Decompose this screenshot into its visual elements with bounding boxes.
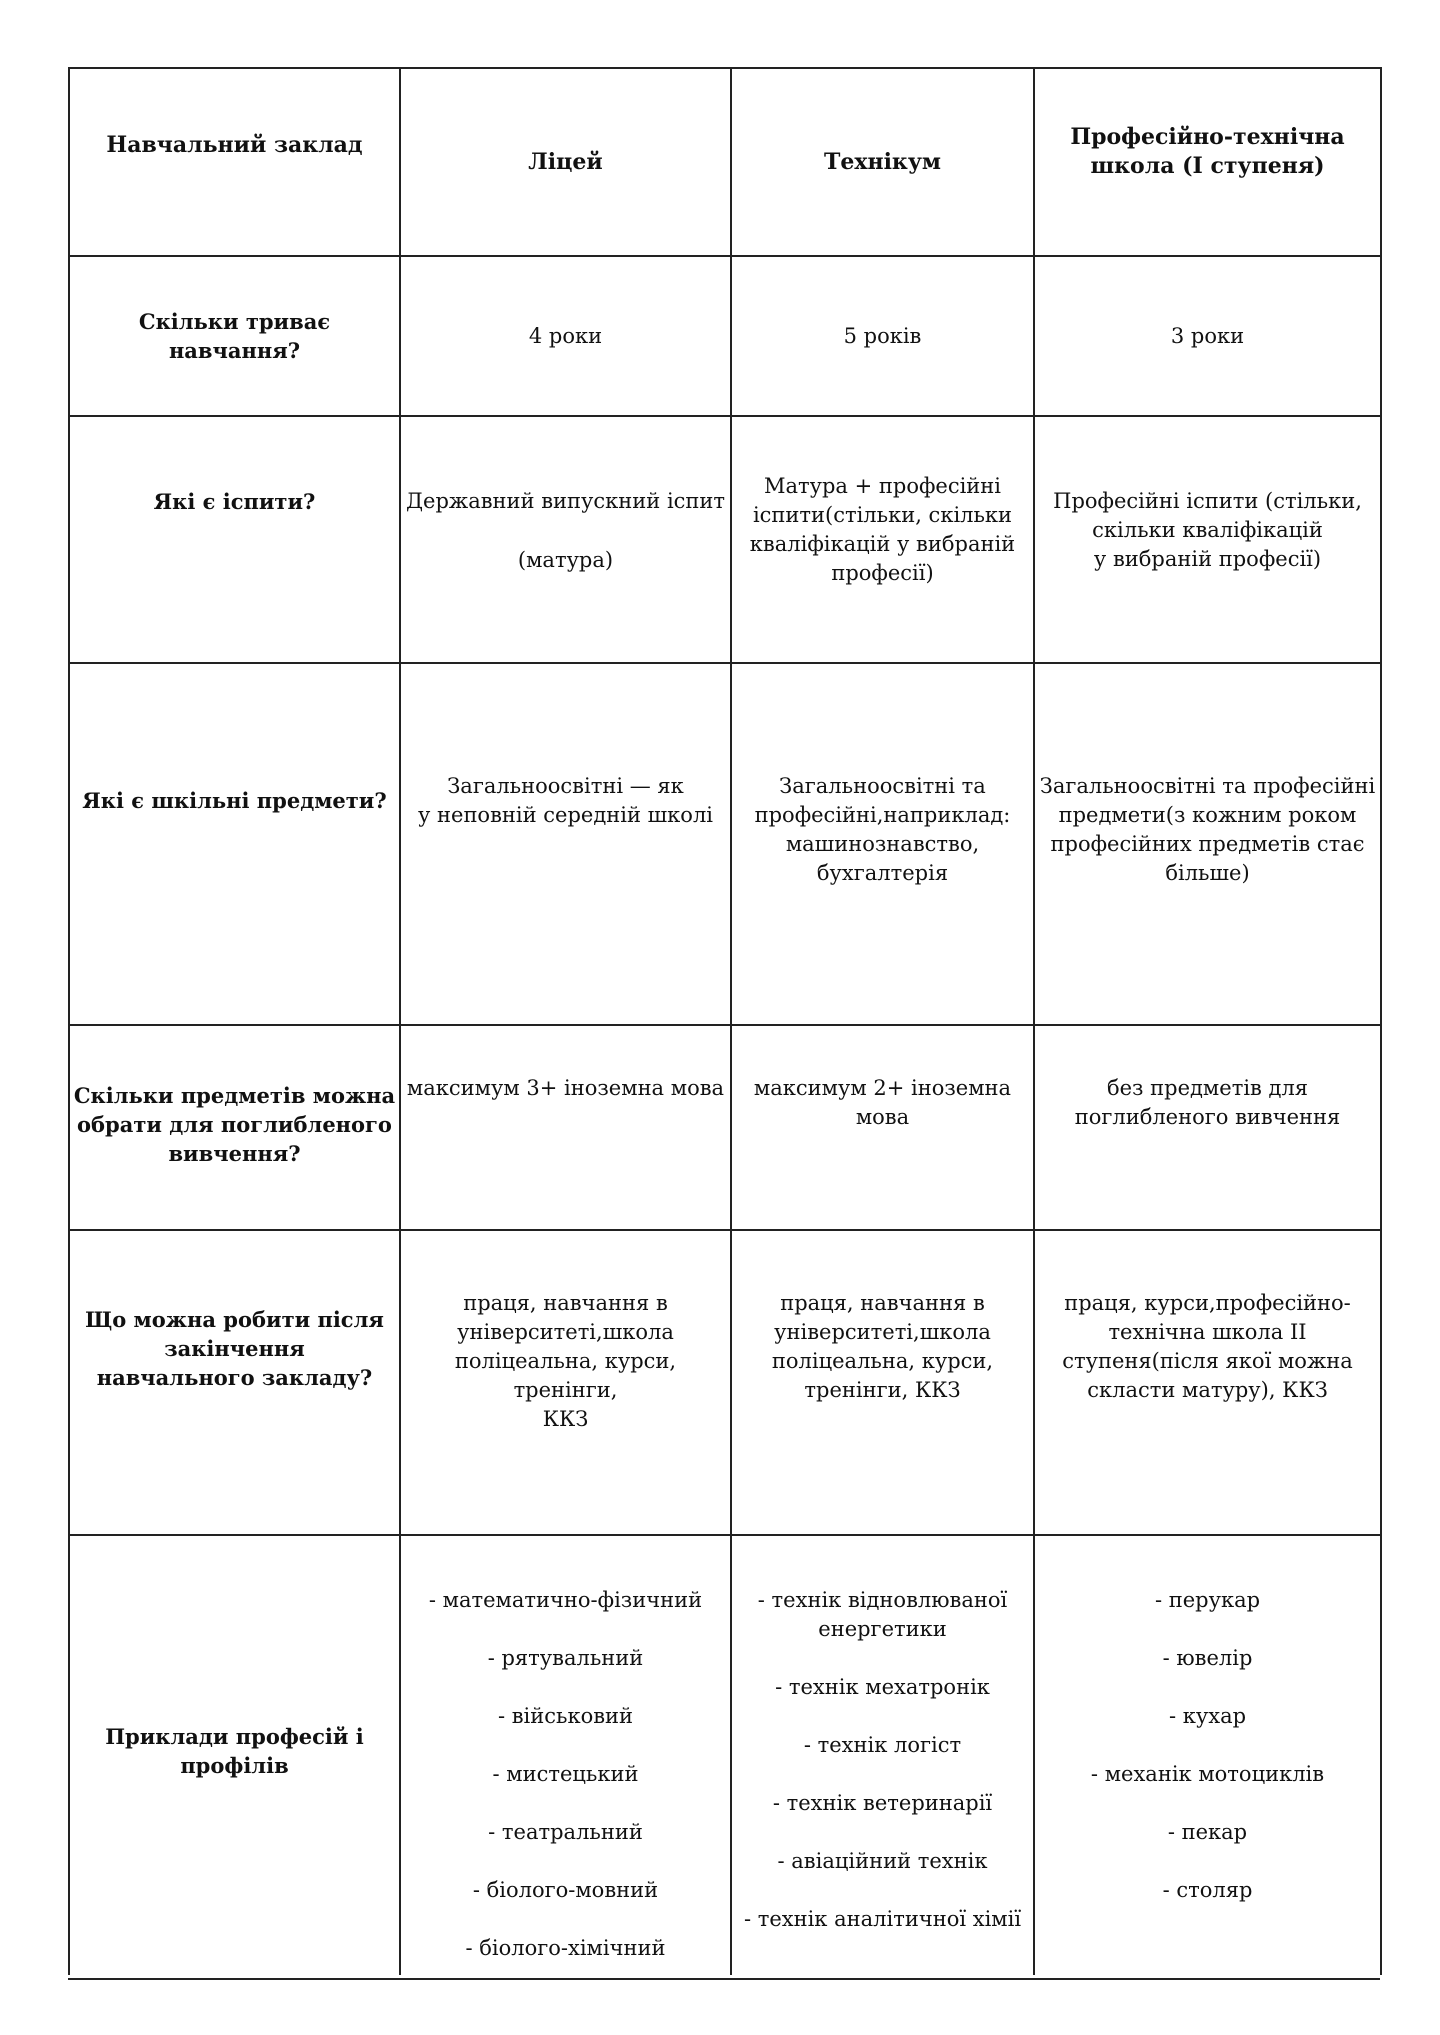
examples-vocational-item: - столяр xyxy=(1162,1878,1253,1902)
examples-technikum-item: - авіаційний технік xyxy=(777,1849,988,1873)
advanced-vocational-line: без предметів для xyxy=(1106,1076,1309,1100)
table-bottom-rule xyxy=(68,1978,1380,1980)
exams-vocational-line: скільки кваліфікацій xyxy=(1092,518,1323,542)
examples-technikum xyxy=(731,1535,1034,1975)
examples-lyceum-item: - біолого-хімічний xyxy=(465,1936,666,1960)
after-vocational-line: ступеня(після якої можна xyxy=(1062,1349,1353,1373)
examples-technikum-item: - технік ветеринарії xyxy=(772,1791,993,1815)
exams-technikum-line: Матура + професійні xyxy=(763,474,1002,498)
examples-label-line: профілів xyxy=(180,1752,289,1778)
examples-lyceum-item: - мистецький xyxy=(492,1762,639,1786)
header-institution xyxy=(69,68,400,256)
examples-vocational-item: - перукар xyxy=(1154,1588,1261,1612)
advanced-lyceum xyxy=(400,1025,731,1230)
examples-vocational-item: - пекар xyxy=(1167,1820,1248,1844)
examples-vocational-item: - кухар xyxy=(1168,1704,1247,1728)
exams-label-text: Які є іспити? xyxy=(153,489,316,514)
subjects-technikum-line: Загальноосвітні та xyxy=(779,774,986,798)
after-vocational-line: скласти матуру), ККЗ xyxy=(1087,1378,1328,1402)
exams-label xyxy=(69,416,400,663)
after-row xyxy=(69,1230,1381,1535)
exams-technikum-line: кваліфікацій у вибраній xyxy=(749,532,1016,556)
header-institution-text: Навчальний заклад xyxy=(106,132,363,158)
subjects-label-text: Які є шкільні предмети? xyxy=(82,788,387,813)
comparison-table xyxy=(68,67,1382,1975)
subjects-lyceum-line: у неповній середній школі xyxy=(417,803,714,827)
after-vocational xyxy=(1034,1230,1381,1535)
after-technikum xyxy=(731,1230,1034,1535)
advanced-lyceum-text: максимум 3+ іноземна мова xyxy=(406,1076,725,1100)
advanced-technikum-line: максимум 2+ іноземна xyxy=(753,1076,1012,1100)
duration-vocational xyxy=(1034,256,1381,416)
after-technikum-line: тренінги, ККЗ xyxy=(804,1378,961,1402)
duration-label xyxy=(69,256,400,416)
header-lyceum xyxy=(400,68,731,256)
header-row xyxy=(69,68,1381,256)
after-vocational-line: технічна школа II xyxy=(1108,1320,1307,1344)
examples-label-line: Приклади професій і xyxy=(105,1723,364,1749)
after-technikum-line: університеті,школа xyxy=(774,1320,991,1344)
exams-lyceum xyxy=(400,416,731,663)
advanced-technikum xyxy=(731,1025,1034,1230)
duration-technikum-text: 5 років xyxy=(843,323,922,348)
duration-technikum xyxy=(731,256,1034,416)
after-vocational-line: праця, курси,професійно- xyxy=(1064,1291,1351,1315)
advanced-vocational xyxy=(1034,1025,1381,1230)
examples-technikum-item: - технік мехатронік xyxy=(775,1675,990,1699)
subjects-technikum-line: професійні,наприклад: xyxy=(754,803,1011,827)
after-lyceum-line: університеті,школа xyxy=(457,1320,674,1344)
after-label xyxy=(69,1230,400,1535)
subjects-row xyxy=(69,663,1381,1025)
advanced-vocational-line: поглибленого вивчення xyxy=(1074,1105,1341,1129)
after-label-line: Що можна робити після xyxy=(85,1307,384,1332)
subjects-vocational-line: Загальноосвітні та професійні xyxy=(1039,774,1376,798)
examples-lyceum-item: - рятувальний xyxy=(487,1646,644,1670)
after-lyceum xyxy=(400,1230,731,1535)
exams-vocational xyxy=(1034,416,1381,663)
after-technikum-line: праця, навчання в xyxy=(780,1291,985,1315)
exams-technikum-line: іспити(стільки, скільки xyxy=(752,503,1013,527)
subjects-vocational xyxy=(1034,663,1381,1025)
examples-lyceum-item: - математично-фізичний xyxy=(428,1588,703,1612)
subjects-technikum xyxy=(731,663,1034,1025)
after-lyceum-line: ККЗ xyxy=(542,1407,589,1431)
exams-lyceum-line: Державний випускний іспит xyxy=(405,489,726,513)
header-vocational xyxy=(1034,68,1381,256)
advanced-technikum-line: мова xyxy=(855,1105,910,1129)
exams-technikum-line: професії) xyxy=(831,561,934,585)
duration-lyceum-text: 4 роки xyxy=(528,323,603,348)
after-label-line: навчального закладу? xyxy=(96,1365,373,1390)
exams-row xyxy=(69,416,1381,663)
subjects-vocational-line: більше) xyxy=(1165,861,1250,885)
examples-lyceum-item: - військовий xyxy=(497,1704,634,1728)
duration-row xyxy=(69,256,1381,416)
duration-label-text: Скільки триває навчання? xyxy=(138,309,331,363)
examples-technikum-item: - технік логіст xyxy=(803,1733,962,1757)
header-technikum-text: Технікум xyxy=(823,148,942,175)
subjects-technikum-line: бухгалтерія xyxy=(816,861,949,885)
examples-lyceum-item: - біолого-мовний xyxy=(472,1878,659,1902)
subjects-lyceum xyxy=(400,663,731,1025)
examples-label xyxy=(69,1535,400,1975)
header-technikum xyxy=(731,68,1034,256)
examples-row xyxy=(69,1535,1381,1975)
exams-technikum xyxy=(731,416,1034,663)
exams-vocational-line: у вибраній професії) xyxy=(1093,547,1322,571)
duration-vocational-text: 3 роки xyxy=(1170,323,1245,348)
advanced-label xyxy=(69,1025,400,1230)
examples-lyceum xyxy=(400,1535,731,1975)
examples-lyceum-item: - театральний xyxy=(488,1820,643,1844)
advanced-label-line: обрати для поглибленого xyxy=(77,1112,392,1137)
exams-lyceum-line: (матура) xyxy=(517,548,614,572)
after-lyceum-line: праця, навчання в xyxy=(463,1291,668,1315)
header-lyceum-text: Ліцей xyxy=(528,148,603,175)
duration-lyceum xyxy=(400,256,731,416)
after-technikum-line: поліцеальна, курси, xyxy=(771,1349,994,1373)
examples-vocational-item: - ювелір xyxy=(1162,1646,1253,1670)
exams-vocational-line: Професійні іспити (стільки, xyxy=(1053,489,1362,513)
subjects-technikum-line: машинознавство, xyxy=(785,832,980,856)
after-lyceum-line: поліцеальна, курси, тренінги, xyxy=(454,1349,677,1402)
advanced-label-line: вивчення? xyxy=(168,1141,301,1166)
subjects-vocational-line: професійних предметів стає xyxy=(1050,832,1365,856)
examples-technikum-item: - технік відновлюваної xyxy=(757,1588,1008,1612)
after-label-line: закінчення xyxy=(164,1336,305,1361)
header-vocational-line: Професійно-технічна xyxy=(1070,124,1345,150)
examples-vocational-item: - механік мотоциклів xyxy=(1090,1762,1325,1786)
examples-technikum-item: - технік аналітичної хімії xyxy=(743,1907,1022,1931)
advanced-label-line: Скільки предметів можна xyxy=(73,1083,396,1108)
header-vocational-line: школа (I ступеня) xyxy=(1090,153,1325,179)
subjects-lyceum-line: Загальноосвітні — як xyxy=(447,774,684,798)
advanced-row xyxy=(69,1025,1381,1230)
subjects-label xyxy=(69,663,400,1025)
examples-technikum-item: енергетики xyxy=(818,1617,947,1641)
examples-vocational xyxy=(1034,1535,1381,1975)
subjects-vocational-line: предмети(з кожним роком xyxy=(1058,803,1357,827)
